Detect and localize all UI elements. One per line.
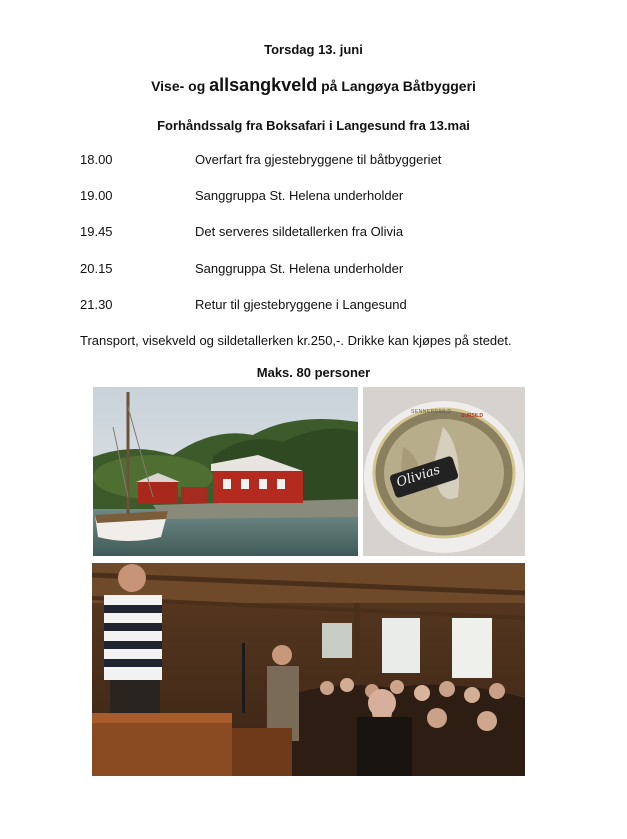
schedule-time: 18.00	[80, 152, 113, 167]
schedule-desc: Retur til gjestebryggene i Langesund	[195, 297, 407, 312]
title-emphasis: allsangkveld	[209, 75, 318, 95]
herring-jar-photo	[363, 387, 525, 556]
title-suffix: på Langøya Båtbyggeri	[317, 78, 476, 94]
schedule-time: 19.45	[80, 224, 113, 239]
price-note: Transport, visekveld og sildetallerken kr.250,-. Drikke kan kjøpes på stedet.	[80, 333, 512, 348]
capacity-note: Maks. 80 personer	[256, 365, 371, 380]
jar-label-right: SURSILD	[461, 413, 483, 419]
presale-info: Forhåndssalg fra Boksafari i Langesund fra 13.mai	[157, 118, 470, 133]
schedule-desc: Det serveres sildetallerken fra Olivia	[195, 224, 404, 239]
event-title	[0, 75, 627, 96]
schedule-time: 20.15	[80, 261, 113, 276]
schedule-time: 21.30	[80, 297, 113, 312]
concert-photo	[92, 563, 525, 776]
jar-brand-label: Olivias	[394, 462, 443, 491]
schedule-time: 19.00	[80, 188, 113, 203]
title-prefix: Vise- og	[151, 78, 210, 94]
schedule-desc: Overfart fra gjestebryggene til båtbyggeriet	[195, 152, 442, 167]
boatyard-photo	[93, 387, 358, 556]
jar-label-left: SENNEPSSILD	[411, 409, 452, 415]
schedule-desc: Sanggruppa St. Helena underholder	[195, 261, 404, 276]
event-date: Torsdag 13. juni	[264, 42, 363, 57]
schedule-desc: Sanggruppa St. Helena underholder	[195, 188, 404, 203]
